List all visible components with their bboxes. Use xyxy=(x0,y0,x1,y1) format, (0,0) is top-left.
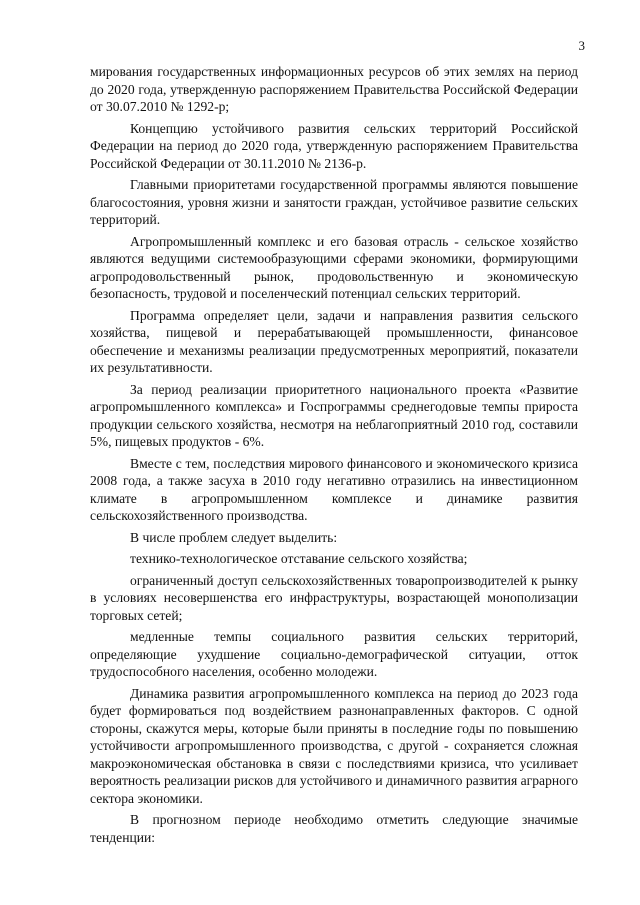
paragraph-1: мирования государственных информационных ресурсов об этих землях на период до 2020 года, утвержденную распоряжением Правительства Российской Федерации от 30.07.2010 № 1292-р; xyxy=(90,64,578,114)
document-body xyxy=(90,63,578,850)
page-number: 3 xyxy=(578,38,585,53)
list-item-1: технико-технологическое отставание сельского хозяйства; xyxy=(130,551,468,566)
paragraph-9: Динамика развития агропромышленного комплекса на период до 2023 года будет формироваться под воздействием разнонаправленных факторов. С одной стороны, скажутся меры, которые были приняты в последние годы по повышению устойчивости агропромышленного производства, с другой - сохраняется сложная макроэкономическая обстановка в связи с последствиями кризиса, что усиливает вероятность реализации рисков для устойчивого и динамичного развития аграрного сектора экономики. xyxy=(90,685,578,806)
list-item-3: медленные темпы социального развития сельских территорий, определяющие ухудшение социально-демографической ситуации, отток трудоспособного населения, особенно молодежи. xyxy=(90,629,578,679)
paragraph-7: Вместе с тем, последствия мирового финансового и экономического кризиса 2008 года, а также засуха в 2010 году негативно отразились на инвестиционном климате в агропромышленном комплексе и динамике развития сельскохозяйственного производства. xyxy=(90,455,578,523)
paragraph-5: Программа определяет цели, задачи и направления развития сельского хозяйства, пищевой и перерабатывающей промышленности, финансовое обеспечение и механизмы реализации предусмотренных мероприятий, показатели их результативности. xyxy=(90,307,578,375)
paragraph-3: Главными приоритетами государственной программы являются повышение благосостояния, уровня жизни и занятости граждан, устойчивое развитие сельских территорий. xyxy=(90,177,578,227)
list-item-2: ограниченный доступ сельскохозяйственных товаропроизводителей к рынку в условиях несовершенства его инфраструктуры, возрастающей монополизации торговых сетей; xyxy=(90,572,578,623)
paragraph-2: Концепцию устойчивого развития сельских территорий Российской Федерации на период до 2020 года, утвержденную распоряжением Правительства Российской Федерации от 30.11.2010 № 2136-р. xyxy=(90,120,578,171)
paragraph-6: За период реализации приоритетного национального проекта «Развитие агропромышленного комплекса» и Госпрограммы среднегодовые темпы прироста продукции сельского хозяйства, несмотря на неблагоприятный 2010 год, составили 5%, пищевых продуктов - 6%. xyxy=(90,381,578,449)
paragraph-8: В числе проблем следует выделить: xyxy=(130,529,338,545)
paragraph-4: Агропромышленный комплекс и его базовая отрасль - сельское хозяйство являются ведущими системообразующими сферами экономики, формирующими агропродовольственный рынок, продовольственную и экономическую безопасность, трудовой и поселенческий потенциал сельских территорий. xyxy=(90,233,578,301)
paragraph-10: В прогнозном периоде необходимо отметить следующие значимые тенденции: xyxy=(90,812,578,845)
